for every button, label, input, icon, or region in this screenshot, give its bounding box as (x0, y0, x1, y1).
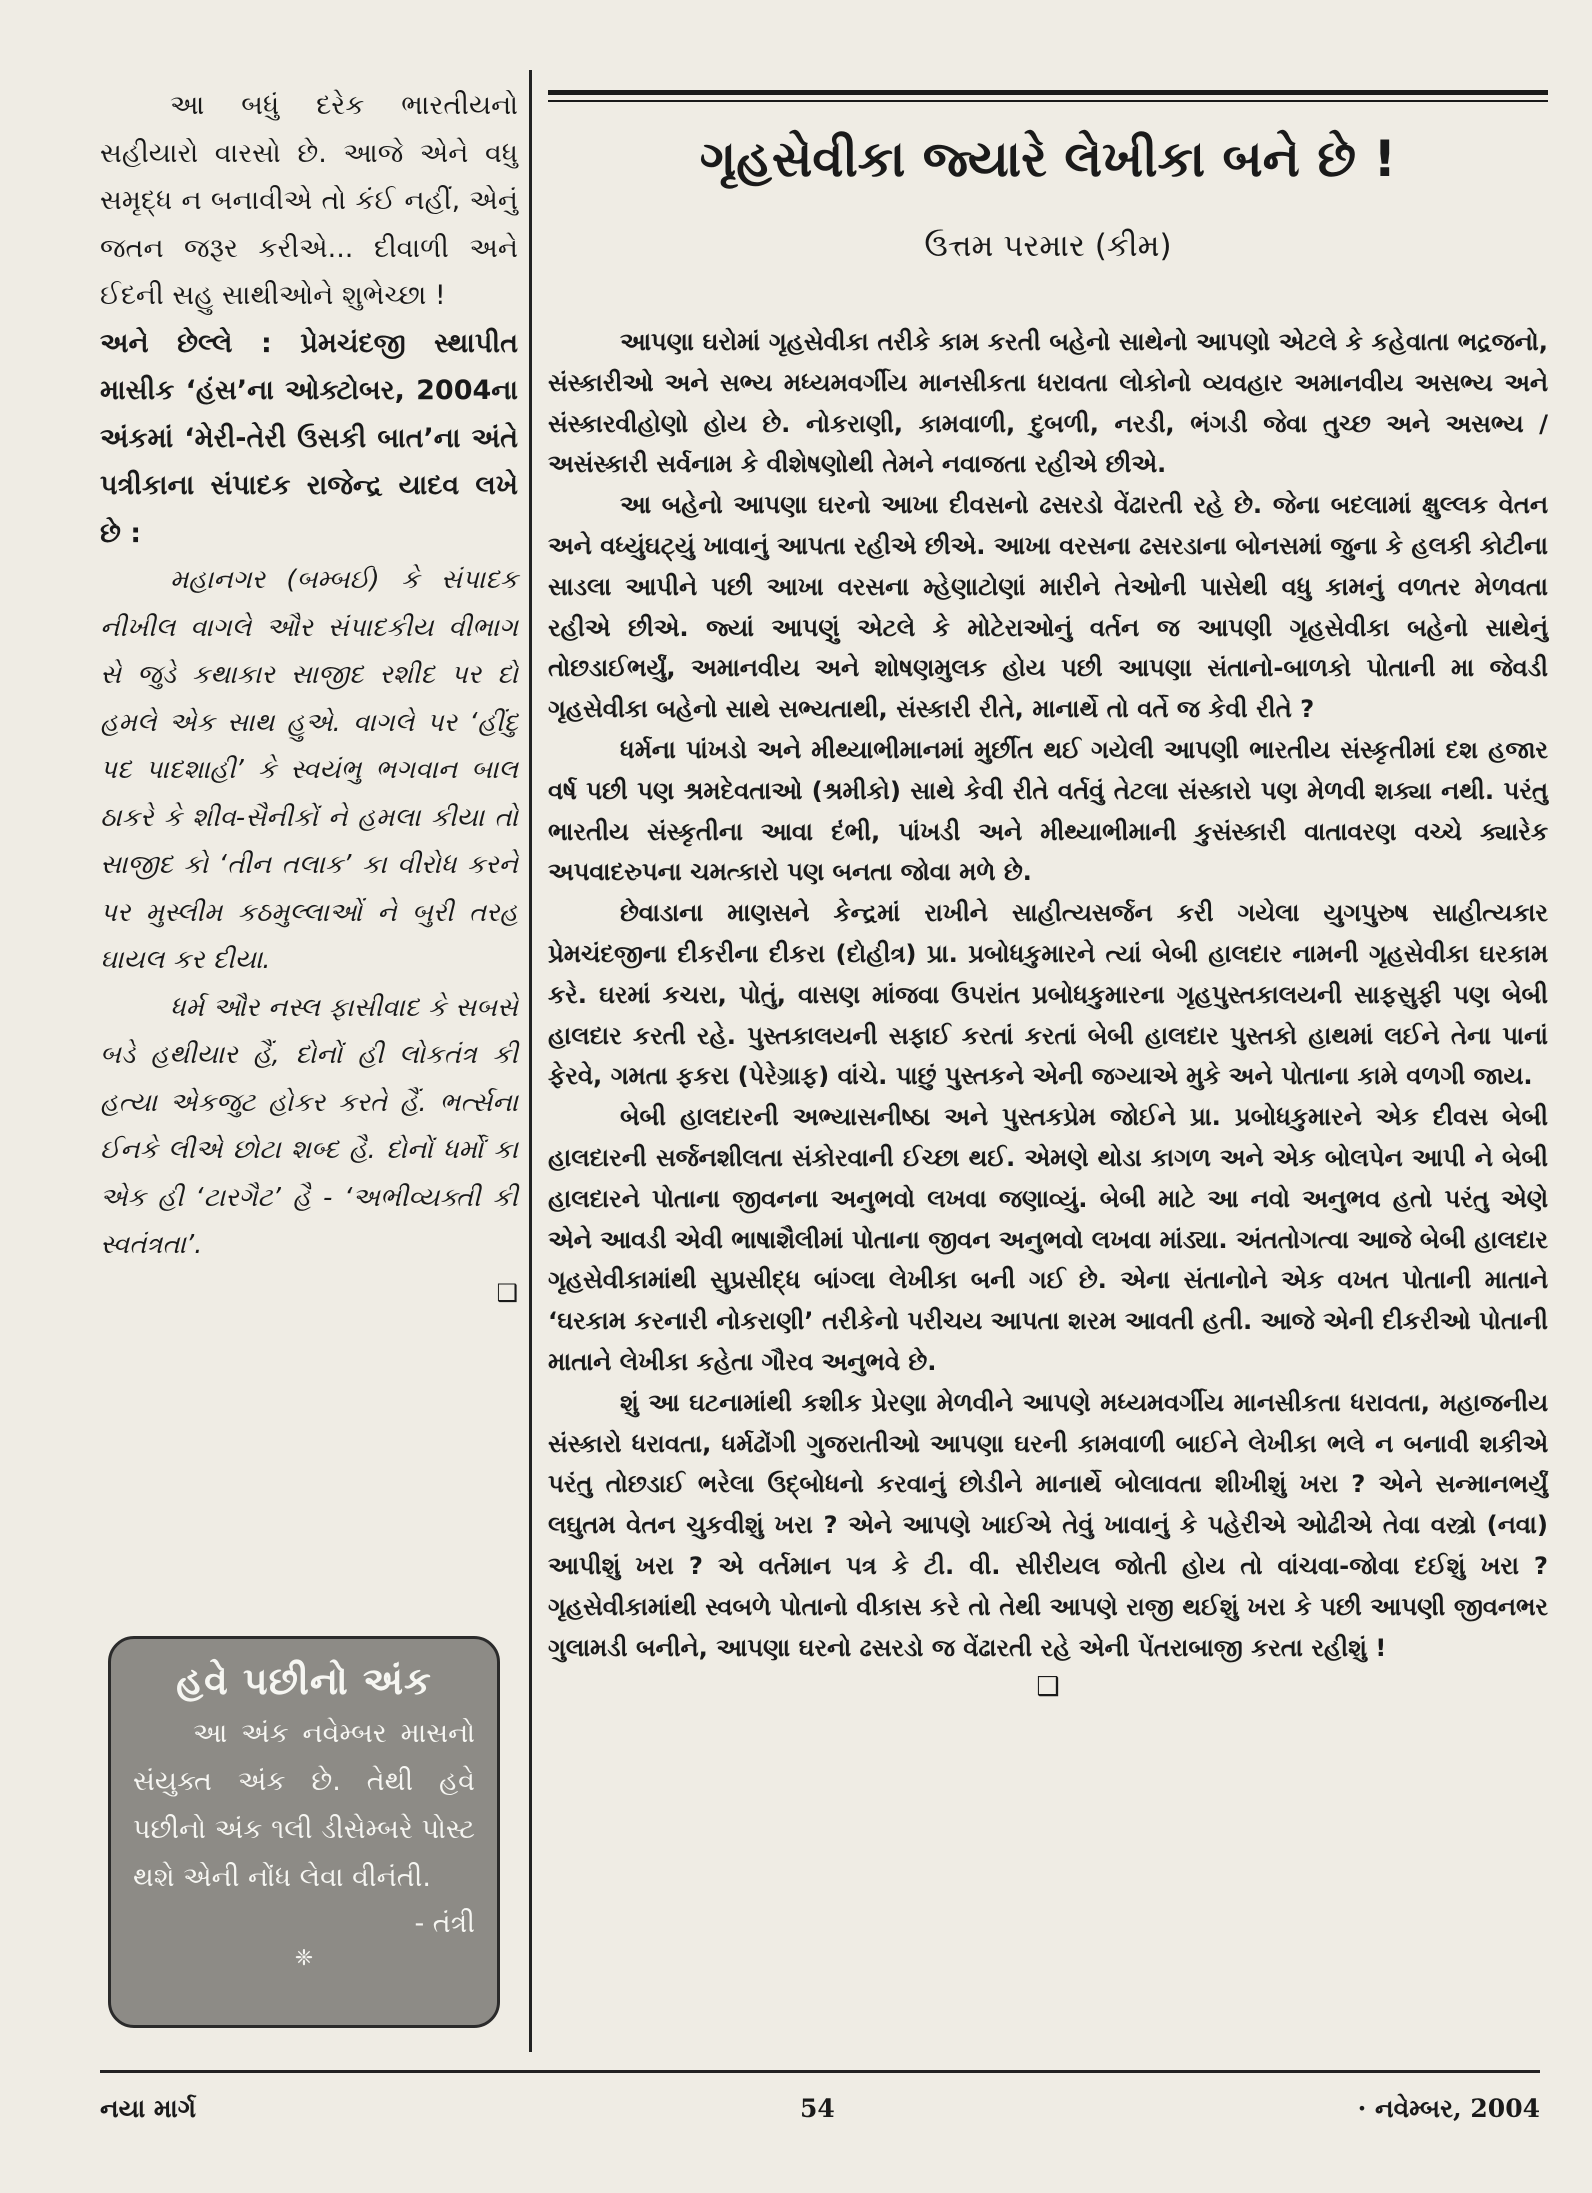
article-paragraph: શું આ ઘટનામાંથી કશીક પ્રેરણા મેળવીને આપણે મધ્યમવર્ગીય માનસીકતા ધરાવતા, મહાજનીય સંસ્કારો ધરાવતા, ધર્મઢોંગી ગુજરાતીઓ આપણા ઘરની કામવાળી બાઈને લેખીકા ભલે ન બનાવી શકીએ પરંતુ તોછડાઈ ભરેલા ઉદ્બોધનો કરવાનું છોડીને માનાર્થે બોલાવતા શીખીશું ખરા ? એને સન્માનભર્યું લઘુતમ વેતન ચુકવીશું ખરા ? એને આપણે ખાઈએ તેવું ખાવાનું કે પહેરીએ ઓઢીએ તેવા વસ્ત્રો (નવા) આપીશું ખરા ? એ વર્તમાન પત્ર કે ટી. વી. સીરીયલ જોતી હોય તો વાંચવા-જોવા દઈશું ખરા ? ગૃહસેવીકામાંથી સ્વબળે પોતાનો વીકાસ કરે તો તેથી આપણે રાજી થઈશું ખરા કે પછી આપણી જીવનભર ગુલામડી બનીને, આપણા ઘરનો ઢસરડો જ વેંઢારતી રહે એની પેંતરાબાજી કરતા રહીશું ! (548, 1387, 1548, 1662)
page-number: 54 (800, 2094, 835, 2123)
article-end-mark-icon: ❑ (1036, 1672, 1060, 1703)
article-column (548, 82, 1548, 1702)
next-issue-notice (108, 1636, 500, 2028)
hindi-quote-2: ધર્મ ઔર નસ્લ ફાસીવાદ કે સબસે બડે હથીયાર હૈં, દોનોં હી લોકતંત્ર કી હત્યા એકજુટ હોકર કરતે હૈં. ભર્ત્સના ઈનકે લીએ છોટા શબ્દ હૈ. દોનોં ધર્મોં કા એક હી ‘ટારગૈટ’ હૈ - ‘અભીવ્યક્તી કી સ્વતંત્રતા’. (100, 992, 518, 1260)
notice-body: આ અંક નવેમ્બર માસનો સંયુક્ત અંક છે. તેથી હવે પછીનો અંક ૧લી ડીસેમ્બરે પોસ્ટ થશે એની નોંધ લેવા વીનંતી. (133, 1718, 475, 1893)
article-paragraph: બેબી હાલદારની અભ્યાસનીષ્ઠા અને પુસ્તકપ્રેમ જોઈને પ્રા. પ્રબોધકુમારને એક દીવસ બેબી હાલદારની સર્જનશીલતા સંકોરવાની ઈચ્છા થઈ. એમણે થોડા કાગળ અને એક બોલપેન આપી ને બેબી હાલદારને પોતાના જીવનના અનુભવો લખવા જણાવ્યું. બેબી માટે આ નવો અનુભવ હતો પરંતુ એણે એને આવડી એવી ભાષાશૈલીમાં પોતાના જીવન અનુભવો લખવા માંડ્યા. અંતતોગત્વા આજે બેબી હાલદાર ગૃહસેવીકામાંથી સુપ્રસીદ્ધ બાંગ્લા લેખીકા બની ગઈ છે. એના સંતાનોને એક વખત પોતાની માતાને ‘ઘરકામ કરનારી નોકરાણી’ તરીકેનો પરીચય આપતા શરમ આવતી હતી. આજે એની દીકરીઓ પોતાની માતાને લેખીકા કહેતા ગૌરવ અનુભવે છે. (548, 1102, 1548, 1376)
headline-rule-thick (548, 90, 1548, 95)
hindi-quote-1: મહાનગર (બમ્બઈ) કે સંપાદક નીખીલ વાગલે ઔર સંપાદકીય વીભાગ સે જુડે કથાકાર સાજીદ રશીદ પર દો હમલે એક સાથ હુએ. વાગલે પર ‘હીંદુ પદ પાદશાહી’ કે સ્વયંભુ ભગવાન બાલ ઠાકરે કે શીવ-સૈનીકોં ને હમલા કીયા તો સાજીદ કો ‘તીન તલાક’ કા વીરોધ કરને પર મુસ્લીમ કઠમુલ્લાઓં ને બુરી તરહ ઘાયલ કર દીયા. (100, 565, 518, 975)
left-paragraph-2: અને છેલ્લે : પ્રેમચંદજી સ્થાપીત માસીક ‘હંસ’ના ઓક્ટોબર, 2004ના અંકમાં ‘મેરી-તેરી ઉસકી બાત’ના અંતે પત્રીકાના સંપાદક રાજેન્દ્ર યાદવ લખે છે : (100, 327, 518, 549)
notice-signature: - તંત્રી (414, 1908, 475, 1939)
article-paragraph: આપણા ઘરોમાં ગૃહસેવીકા તરીકે કામ કરતી બહેનો સાથેનો આપણો એટલે કે કહેવાતા ભદ્રજનો, સંસ્કારીઓ અને સભ્ય મધ્યમવર્ગીય માનસીકતા ધરાવતા લોકોનો વ્યવહાર અમાનવીય અસભ્ય અને સંસ્કારવીહોણો હોય છે. નોકરાણી, કામવાળી, દુબળી, નરડી, ભંગડી જેવા તુચ્છ અને અસભ્ય / અસંસ્કારી સર્વનામ કે વીશેષણોથી તેમને નવાજતા રહીએ છીએ. (548, 327, 1548, 479)
issue-date: · નવેમ્બર, 2004 (1357, 2094, 1540, 2123)
page-footer (100, 2094, 1540, 2130)
left-column (100, 82, 518, 1308)
article-body (548, 322, 1548, 1702)
ornament-icon: ❈ (294, 1946, 314, 1971)
footer-rule (100, 2070, 1540, 2073)
notice-title: હવે પછીનો અંક (176, 1659, 432, 1703)
article-paragraph: છેવાડાના માણસને કેન્દ્રમાં રાખીને સાહીત્યસર્જન કરી ગયેલા યુગપુરુષ સાહીત્યકાર પ્રેમચંદજીના દીકરીના દીકરા (દોહીત્ર) પ્રા. પ્રબોધકુમારને ત્યાં બેબી હાલદાર નામની ગૃહસેવીકા ઘરકામ કરે. ઘરમાં કચરા, પોતું, વાસણ માંજવા ઉપરાંત પ્રબોધકુમારના ગૃહપુસ્તકાલયની સાફસુફી પણ બેબી હાલદાર કરતી રહે. પુસ્તકાલયની સફાઈ કરતાં કરતાં બેબી હાલદાર પુસ્તકો હાથમાં લઈને તેના પાનાં ફેરવે, ગમતા ફકરા (પેરેગ્રાફ) વાંચે. પાછું પુસ્તકને એની જગ્યાએ મુકે અને પોતાના કામે વળગી જાય. (548, 898, 1548, 1091)
article-paragraph: આ બહેનો આપણા ઘરનો આખા દીવસનો ઢસરડો વેંઢારતી રહે છે. જેના બદલામાં ક્ષુલ્લક વેતન અને વધ્યુંઘટ્યું ખાવાનું આપતા રહીએ છીએ. આખા વરસના ઢસરડાના બોનસમાં જુના કે હલકી કોટીના સાડલા આપીને પછી આખા વરસના મ્હેણાટોણાં મારીને તેઓની પાસેથી વધુ કામનું વળતર મેળવતા રહીએ છીએ. જ્યાં આપણું એટલે કે મોટેરાઓનું વર્તન જ આપણી ગૃહસેવીકા બહેનો સાથેનું તોછડાઈભર્યું, અમાનવીય અને શોષણમુલક હોય પછી આપણા સંતાનો-બાળકો પોતાની મા જેવડી ગૃહસેવીકા બહેનો સાથે સભ્યતાથી, સંસ્કારી રીતે, માનાર્થે તો વર્તે જ કેવી રીતે ? (548, 490, 1548, 724)
article-paragraph: ધર્મના પાંખડો અને મીથ્યાભીમાનમાં મુર્છીત થઈ ગયેલી આપણી ભારતીય સંસ્કૃતીમાં દશ હજાર વર્ષ પછી પણ શ્રમદેવતાઓ (શ્રમીકો) સાથે કેવી રીતે વર્તવું તેટલા સંસ્કારો પણ મેળવી શક્યા નથી. પરંતુ ભારતીય સંસ્કૃતીના આવા દંભી, પાંખડી અને મીથ્યાભીમાની કુસંસ્કારી વાતાવરણ વચ્ચે ક્યારેક અપવાદરુપના ચમત્કારો પણ બનતા જોવા મળે છે. (548, 734, 1548, 887)
article-byline: ઉત્તમ પરમાર (કીમ) (924, 228, 1172, 264)
headline-rule-thin (548, 100, 1548, 102)
column-divider (529, 70, 532, 2052)
left-paragraph-1: આ બધું દરેક ભારતીયનો સહીયારો વારસો છે. આજે એને વધુ સમૃદ્ધ ન બનાવીએ તો કંઈ નહીં, એનું જતન જરૂર કરીએ... દીવાળી અને ઈદની સહુ સાથીઓને શુભેચ્છા ! (100, 90, 518, 311)
end-mark-icon: ❑ (496, 1278, 518, 1307)
article-headline: ગૃહસેવીકા જ્યારે લેખીકા બને છે ! (699, 130, 1397, 188)
magazine-name: નયા માર્ગ (100, 2094, 196, 2123)
